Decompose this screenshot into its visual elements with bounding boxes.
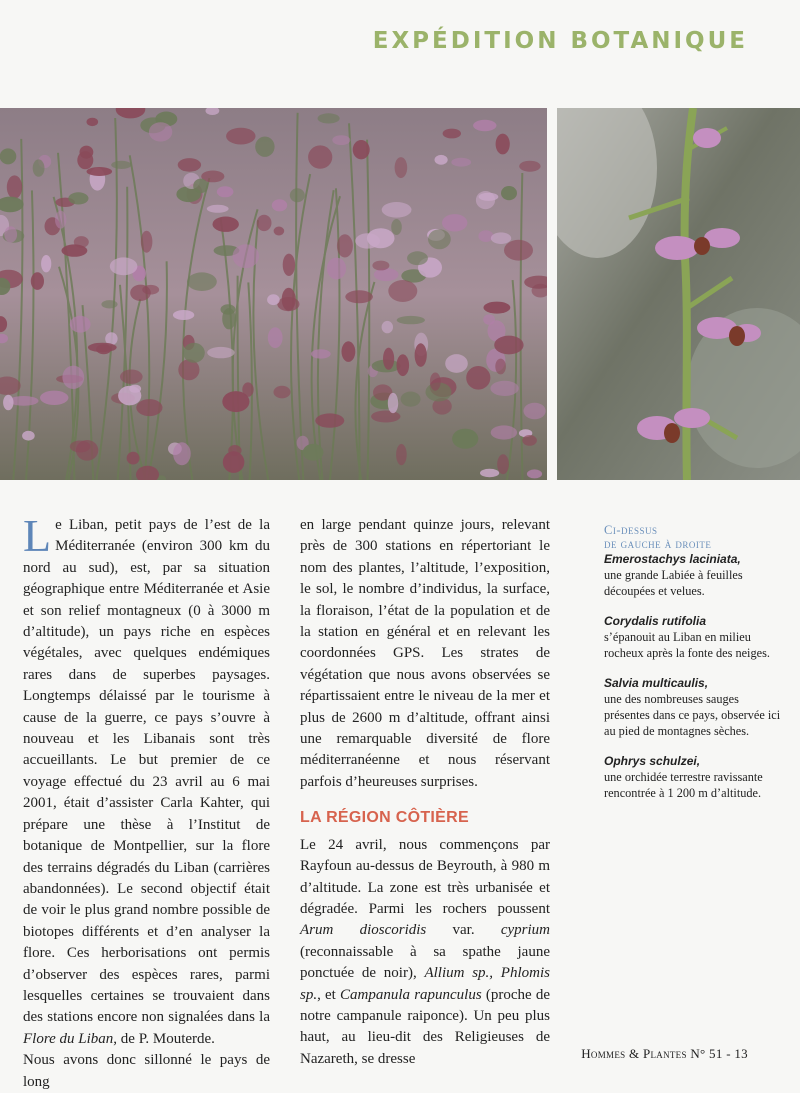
caption-item: Emerostachys laciniata, une grande Labiée à feuilles découpées et velues. <box>604 552 743 598</box>
article-column-2 <box>300 515 550 1070</box>
section-title: EXPÉDITION BOTANIQUE <box>372 28 748 54</box>
photo-captions <box>604 523 784 815</box>
paragraph: en large pendant quinze jours, relevant près de 300 stations en répertoriant le nom des plantes, l’altitude, l’exposition, le sol, le nombre d’individus, la surface, la floraison, l’état de la population et de la station en général et en relevant les coordonnées GPS. Les strates de végétation que nous avons observées se répartissaient entre le niveau de la mer et plus de 2600 m d’altitude, offrant ainsi une remarquable diversité de flore méditerranéenne et nous réservant parfois d’heureuses surprises. <box>300 517 550 790</box>
caption-item: Corydalis rutifolia s’épanouit au Liban en milieu rocheux après la fonte des neiges. <box>604 614 770 660</box>
drop-cap: L <box>23 510 52 561</box>
page-footer: Hommes & Plantes N° 51 - 13 <box>581 1046 748 1061</box>
paragraph: Nous avons donc sillonné le pays de long <box>23 1052 270 1090</box>
caption-item: Salvia multicaulis, une des nombreuses sauges présentes dans ce pays, observée ici au pied de montagnes sèches. <box>604 676 781 738</box>
article-column-1 <box>23 510 270 1093</box>
intro-paragraph: Le Liban, petit pays de l’est de la Méditerranée (environ 300 km du nord au sud), est, par sa situation géographique entre Méditerranée et Asie et son relief montagneux (0 à 3000 m d’altitude), un pays riche en espèces végétales, avec quelques endémiques rares dans de superbes paysages. Longtemps délaissé par le tourisme à cause de la guerre, ce pays s’ouvre à nouveau et les Libanais sont très accueillants. Le but premier de ce voyage effectué du 23 avril au 6 mai 2001, était d’assister Carla Kahter, qui prépare une thèse à l’Institut de botanique de Montpellier, sur la flore des terrains dégradés du Liban (carrières abandonnées). Le second objectif était de voir le plus grand nombre possible de biotopes différents et d’en analyser la flore. Ces herborisations ont permis d’observer des espèces rares, parmi lesquelles certaines se trouvaient dans des stations encore non signalées dans la Flore du Liban, de P. Mouterde. <box>23 510 270 1047</box>
paragraph: Le 24 avril, nous commençons par Rayfoun au-dessus de Beyrouth, à 980 m d’altitude. La zone est très urbanisée et dégradée. Parmi les rochers poussent Arum dioscoridis var. cyprium (reconnaissable à sa spathe jaune ponctuée de noir), Allium sp., Phlomis sp., et Campanula rapunculus (proche de notre campanule raiponce). Un peu plus haut, au lieu-dit des Religieuses de Nazareth, se dresse <box>300 836 551 1067</box>
caption-item: Ophrys schulzei, une orchidée terrestre ravissante rencontrée à 1 200 m d’altitude. <box>604 754 763 800</box>
salvia-flowers-photo <box>0 108 547 480</box>
section-heading: LA RÉGION CÔTIÈRE <box>300 809 469 827</box>
caption-heading: Ci-dessus de gauche à droite <box>604 523 712 551</box>
ophrys-orchid-photo <box>557 108 800 480</box>
